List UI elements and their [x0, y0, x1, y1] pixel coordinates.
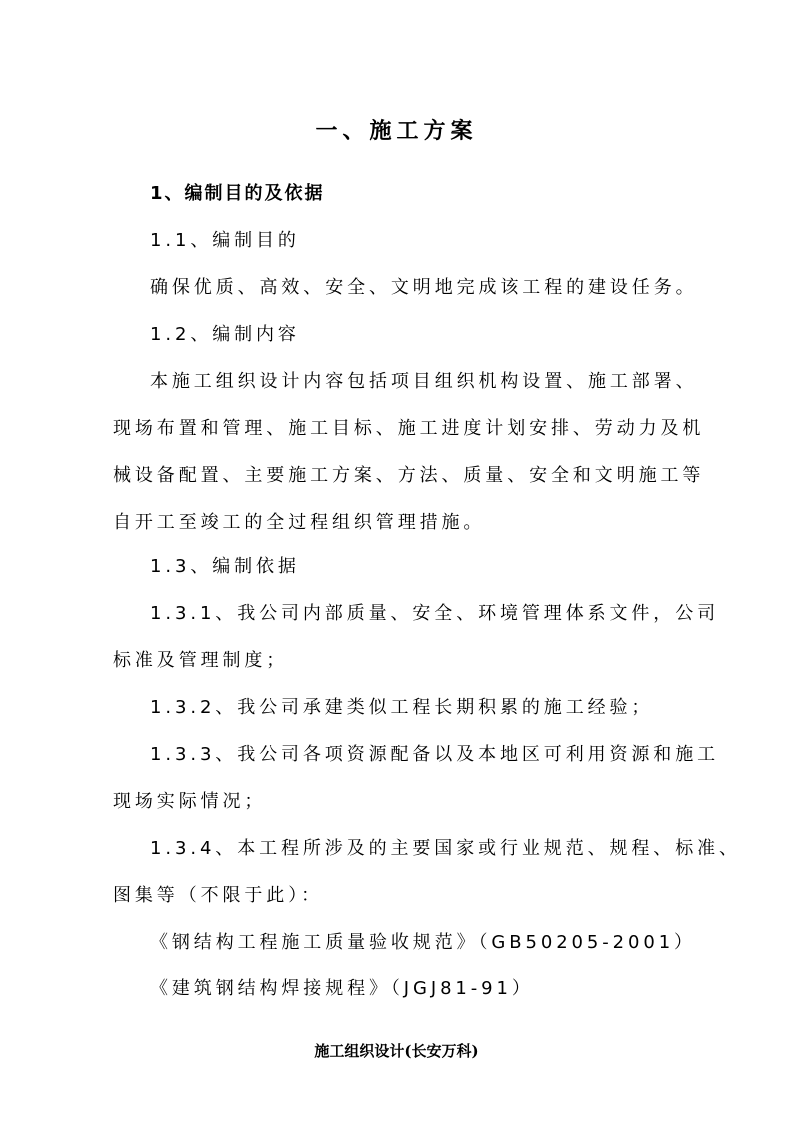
- text-line: 《建筑钢结构焊接规程》（JGJ81-91）: [150, 978, 534, 999]
- text-line: 械设备配置、主要施工方案、方法、质量、安全和文明施工等: [113, 465, 705, 486]
- text-line: 1.3.4、本工程所涉及的主要国家或行业规范、规程、标准、: [150, 838, 741, 859]
- text-line: 1.3.1、我公司内部质量、安全、环境管理体系文件，公司: [150, 603, 719, 624]
- text-line: 本施工组织设计内容包括项目组织机构设置、施工部署、: [150, 371, 698, 392]
- section-heading: 1、编制目的及依据: [150, 183, 325, 204]
- text-line: 确保优质、高效、安全、文明地完成该工程的建设任务。: [150, 277, 698, 298]
- text-line: 标准及管理制度；: [113, 650, 289, 671]
- text-line: 1.3、编制依据: [150, 556, 300, 577]
- text-line: 现场实际情况；: [113, 791, 267, 812]
- text-line: 《钢结构工程施工质量验收规范》（GB50205-2001）: [150, 932, 696, 953]
- section-title: 一、施工方案: [315, 119, 478, 144]
- text-line: 1.3.2、我公司承建类似工程长期积累的施工经验；: [150, 697, 654, 718]
- text-line: 自开工至竣工的全过程组织管理措施。: [113, 512, 486, 533]
- text-line: 1.1、编制目的: [150, 230, 300, 251]
- page-footer: 施工组织设计(长安万科): [314, 1042, 479, 1060]
- text-line: 现场布置和管理、施工目标、施工进度计划安排、劳动力及机: [113, 418, 705, 439]
- text-line: 1.2、编制内容: [150, 324, 300, 345]
- text-line: 图集等（不限于此）：: [113, 885, 323, 906]
- text-line: 1.3.3、我公司各项资源配备以及本地区可利用资源和施工: [150, 744, 719, 765]
